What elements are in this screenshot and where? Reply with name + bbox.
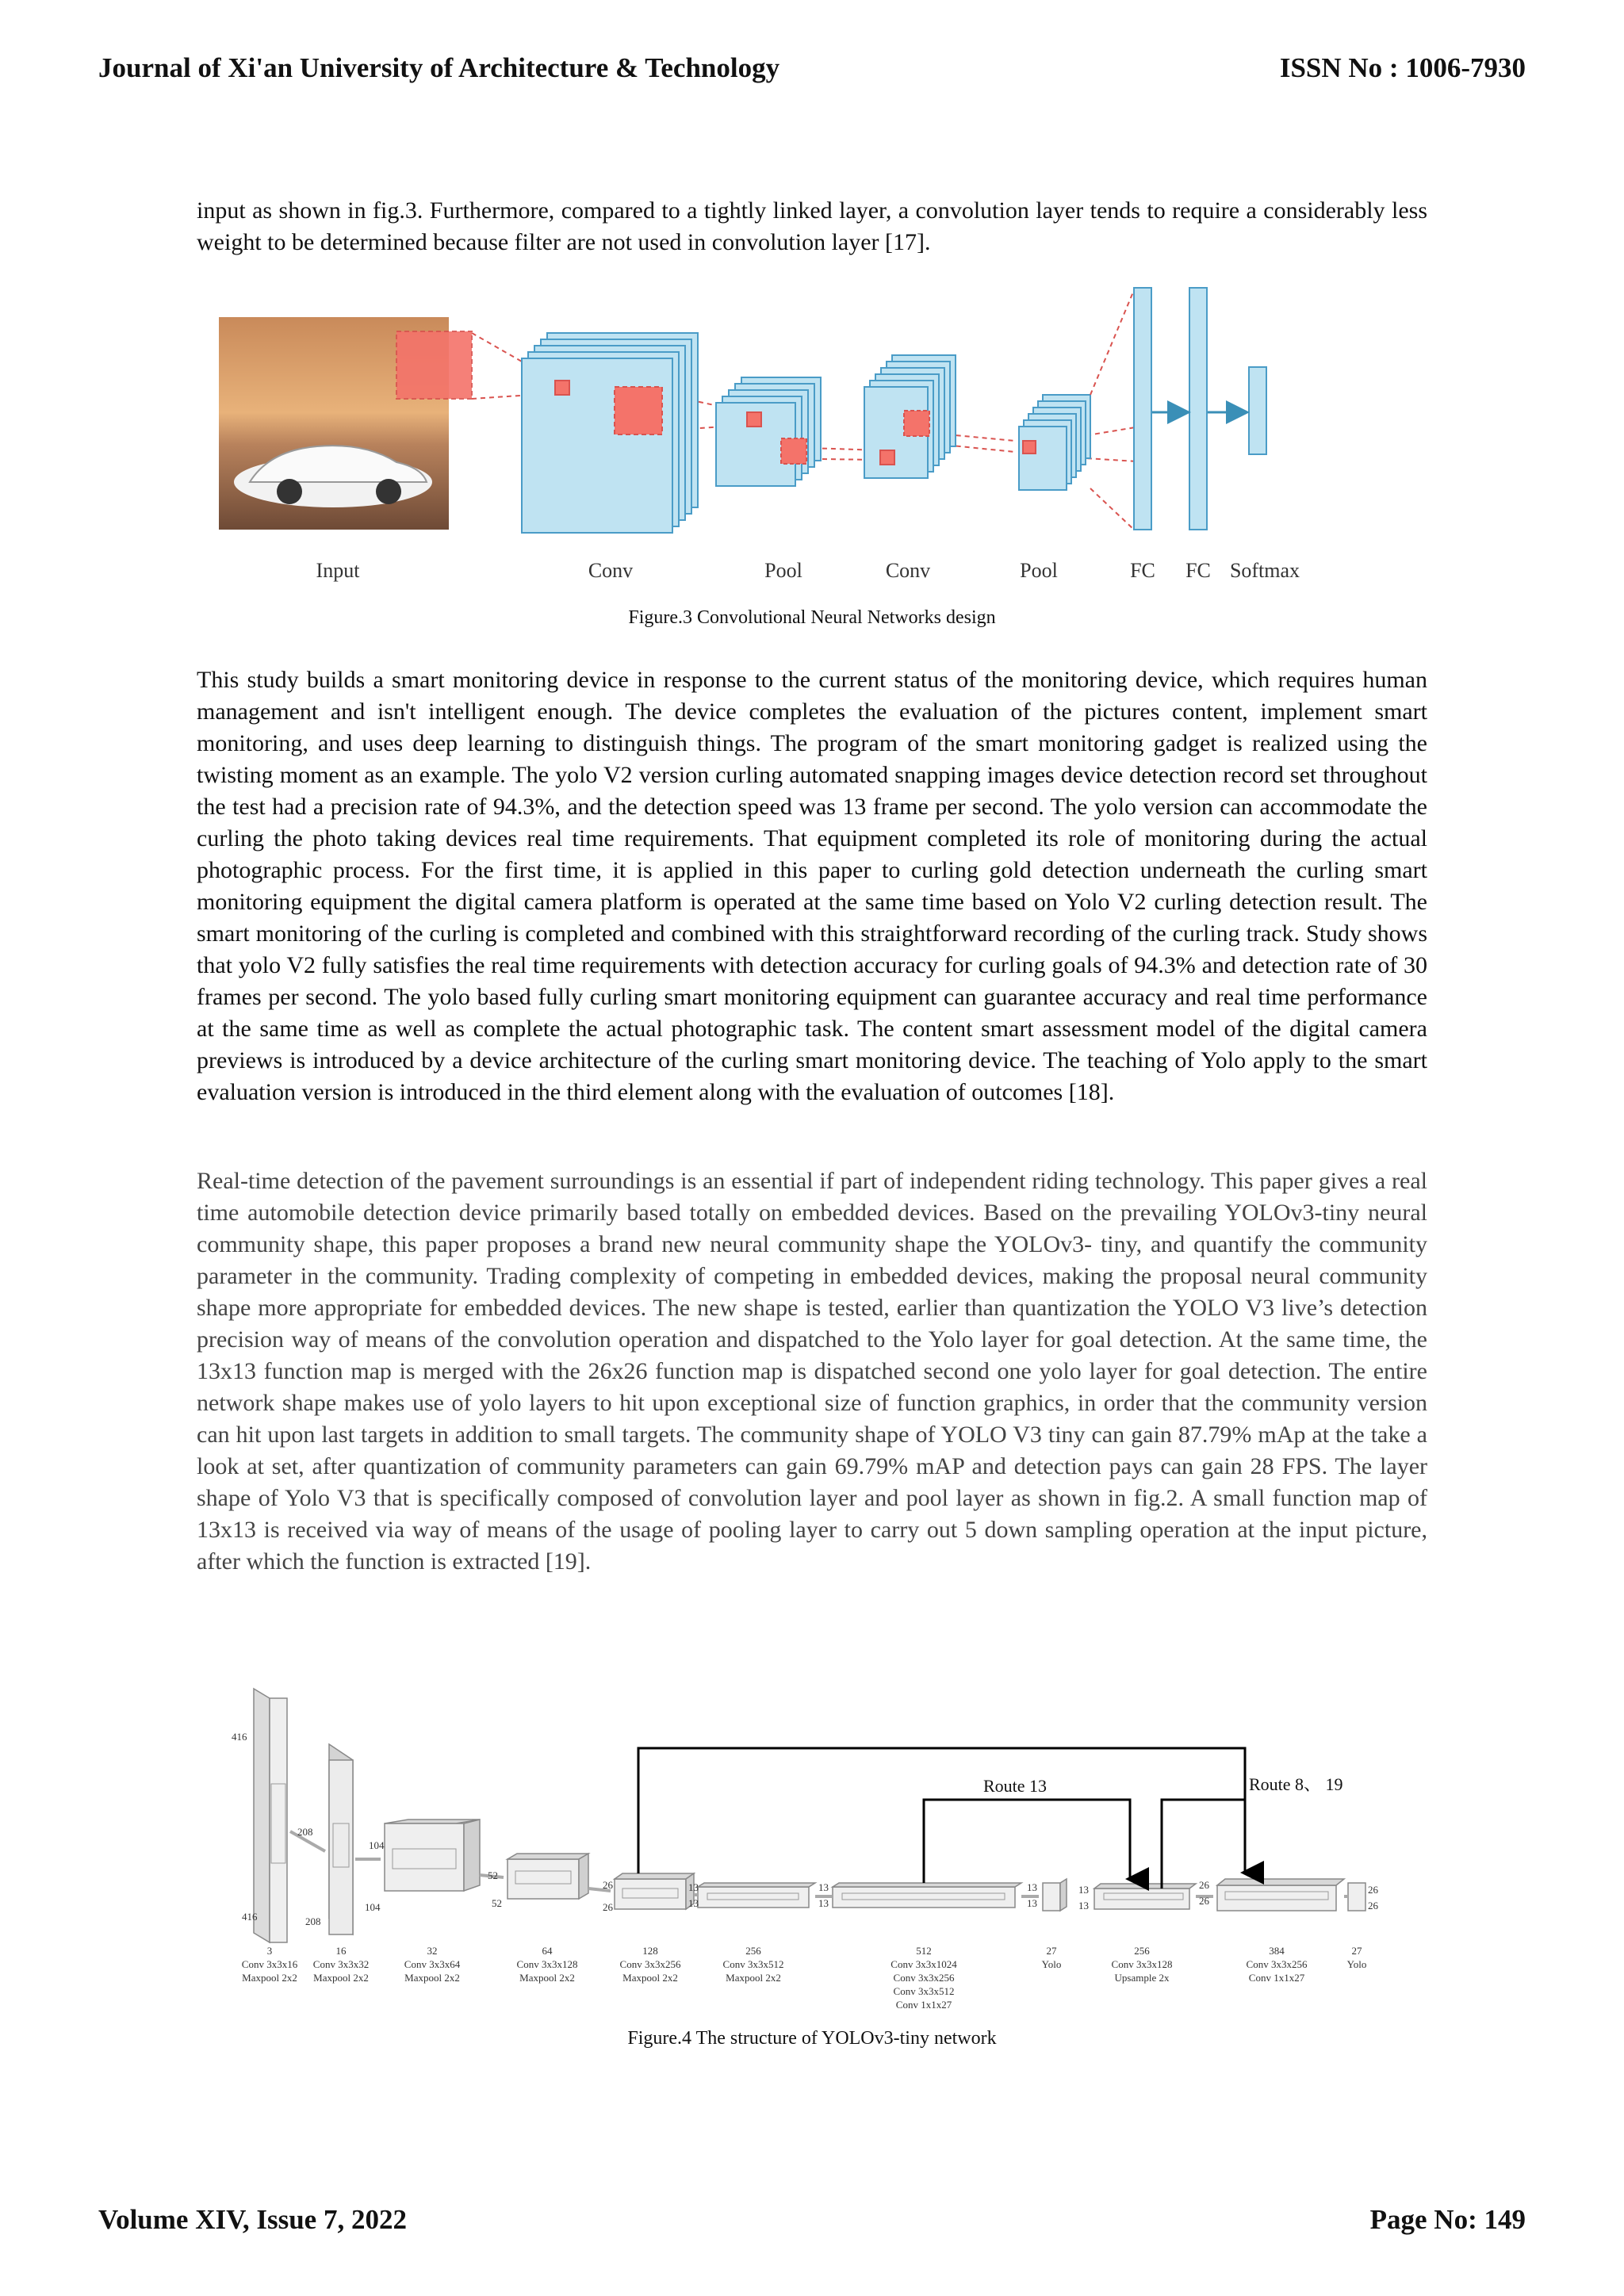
dim-26-side: 26 xyxy=(603,1901,613,1913)
svg-text:32: 32 xyxy=(427,1945,438,1957)
svg-text:Conv 3x3x512: Conv 3x3x512 xyxy=(722,1958,784,1970)
body-paragraph-2: This study builds a smart monitoring device in response to the current status of the monitoring device, which requires human management and isn't intelligent enough. The device completes the evaluation of the pictures content, implement smart monitoring, and uses deep learning to distinguish things. The program of the smart monitoring gadget is realized using the twisting moment as an example. The yolo V2 version curling automated snapping images device detection record set throughout the test had a precision rate of 94.3%, and the detection speed was 13 frame per second. The yolo version can accommodate the curling the photo taking devices real time requirements. That equipment completed its role of monitoring during the actual photographic process. For the first time, it is applied in this paper to curling gold detection underneath the curling smart monitoring equipment the digital camera platform is operated at the same time based on Yolo V2 curling detection result. The smart monitoring of the curling is completed and combined with this straightforward recording of the curling track. Study shows that yolo V2 fully satisfies the real time requirements with detection accuracy for curling goals of 94.3% and detection rate of 30 frames per second. The yolo based fully curling smart monitoring equipment can guarantee accuracy and real time performance at the same time as well as complete the actual photographic task. The content smart assessment model of the digital camera previews is introduced by a device architecture of the curling smart monitoring device. The teaching of Yolo apply to the smart evaluation version is introduced in the third element along with the evaluation of outcomes [18]. xyxy=(197,667,1427,1105)
page-header xyxy=(98,52,1526,87)
block-label-6 xyxy=(723,1945,784,1984)
block-label-4 xyxy=(517,1945,578,1984)
body-paragraph-1: input as shown in fig.3. Furthermore, compared to a tightly linked layer, a convolution layer tends to require a considerably less weight to be determined because filter are not used in convolution layer [17]. xyxy=(197,197,1427,255)
dim-208-side: 208 xyxy=(305,1915,321,1927)
dim-26-f: 26 xyxy=(1368,1900,1378,1911)
dim-416-top: 416 xyxy=(232,1731,247,1743)
journal-name: Journal of Xi'an University of Architecture & Technology xyxy=(98,52,780,83)
svg-text:Conv 3x3x16: Conv 3x3x16 xyxy=(241,1958,298,1970)
label-conv-1: Conv xyxy=(588,559,634,582)
block-label-5 xyxy=(620,1945,681,1984)
svg-text:Yolo: Yolo xyxy=(1041,1958,1062,1970)
dim-26-e: 26 xyxy=(1368,1884,1378,1896)
block-label-8 xyxy=(1042,1945,1062,1970)
svg-text:128: 128 xyxy=(642,1945,658,1957)
block-label-11 xyxy=(1347,1945,1367,1970)
fc-layer-2 xyxy=(1189,288,1207,530)
dim-13-c: 13 xyxy=(818,1881,829,1893)
route-8-19-label: Route 8、 19 xyxy=(1249,1774,1343,1794)
svg-text:Maxpool 2x2: Maxpool 2x2 xyxy=(726,1972,781,1984)
dim-26-d: 26 xyxy=(1199,1895,1209,1907)
dim-208-top: 208 xyxy=(297,1826,313,1838)
block-label-9 xyxy=(1112,1945,1173,1984)
svg-text:Conv 1x1x27: Conv 1x1x27 xyxy=(1248,1972,1305,1984)
conv1-region xyxy=(615,387,662,434)
dim-52-side: 52 xyxy=(492,1897,502,1909)
fc-layer-1 xyxy=(1134,288,1151,530)
svg-text:64: 64 xyxy=(542,1945,553,1957)
svg-text:Conv 3x3x128: Conv 3x3x128 xyxy=(1111,1958,1173,1970)
page-footer xyxy=(98,2204,1526,2239)
svg-text:512: 512 xyxy=(916,1945,932,1957)
svg-text:Upsample 2x: Upsample 2x xyxy=(1114,1972,1170,1984)
svg-text:256: 256 xyxy=(745,1945,761,1957)
dim-13-a: 13 xyxy=(688,1881,699,1893)
svg-text:Conv 3x3x256: Conv 3x3x256 xyxy=(893,1972,955,1984)
svg-text:Conv 3x3x512: Conv 3x3x512 xyxy=(893,1985,955,1997)
dim-52-top: 52 xyxy=(488,1869,498,1881)
block-label-2 xyxy=(313,1945,369,1984)
block-label-7 xyxy=(891,1945,957,2011)
svg-text:Maxpool 2x2: Maxpool 2x2 xyxy=(313,1972,369,1984)
dim-13-e: 13 xyxy=(1027,1881,1037,1893)
svg-text:Maxpool 2x2: Maxpool 2x2 xyxy=(242,1972,297,1984)
label-input: Input xyxy=(316,559,360,582)
input-car-image xyxy=(219,317,472,530)
conv2-region xyxy=(904,411,929,436)
svg-text:Conv 3x3x256: Conv 3x3x256 xyxy=(1246,1958,1308,1970)
conv1-kernel xyxy=(555,381,569,395)
dim-104-top: 104 xyxy=(369,1839,385,1851)
svg-text:Yolo: Yolo xyxy=(1346,1958,1367,1970)
volume-issue: Volume XIV, Issue 7, 2022 xyxy=(98,2204,407,2235)
svg-text:3: 3 xyxy=(266,1945,273,1957)
svg-text:27: 27 xyxy=(1351,1945,1362,1957)
svg-text:Maxpool 2x2: Maxpool 2x2 xyxy=(404,1972,460,1984)
svg-text:256: 256 xyxy=(1134,1945,1150,1957)
dim-13-b: 13 xyxy=(688,1897,699,1909)
svg-text:Conv 3x3x32: Conv 3x3x32 xyxy=(312,1958,370,1970)
block-label-3 xyxy=(404,1945,461,1984)
svg-text:Conv 3x3x1024: Conv 3x3x1024 xyxy=(891,1958,957,1970)
svg-text:Maxpool 2x2: Maxpool 2x2 xyxy=(622,1972,678,1984)
figure-3-caption: Figure.3 Convolutional Neural Networks design xyxy=(628,607,996,628)
svg-text:384: 384 xyxy=(1269,1945,1285,1957)
svg-text:Conv 1x1x27: Conv 1x1x27 xyxy=(895,1999,952,2011)
route-13-label: Route 13 xyxy=(983,1776,1048,1796)
svg-text:Conv 3x3x64: Conv 3x3x64 xyxy=(404,1958,461,1970)
issn-number: ISSN No : 1006-7930 xyxy=(1279,52,1526,83)
dim-13-h: 13 xyxy=(1078,1900,1089,1911)
dim-13-f: 13 xyxy=(1027,1897,1037,1909)
label-fc-2: FC xyxy=(1185,559,1211,582)
conv-layer-1 xyxy=(522,333,698,533)
svg-text:Maxpool 2x2: Maxpool 2x2 xyxy=(519,1972,575,1984)
block-label-1 xyxy=(242,1945,298,1984)
label-pool-2: Pool xyxy=(1020,559,1058,582)
dim-13-g: 13 xyxy=(1078,1884,1089,1896)
softmax-layer xyxy=(1249,367,1266,454)
figure-3-cnn-diagram xyxy=(214,284,1316,593)
block-label-10 xyxy=(1247,1945,1308,1984)
dim-13-d: 13 xyxy=(818,1897,829,1909)
dim-416-side: 416 xyxy=(242,1911,258,1923)
page-number: Page No: 149 xyxy=(1369,2204,1526,2235)
svg-text:Conv 3x3x256: Conv 3x3x256 xyxy=(619,1958,681,1970)
label-pool-1: Pool xyxy=(764,559,802,582)
svg-text:27: 27 xyxy=(1046,1945,1057,1957)
conv2-kernel xyxy=(880,450,894,465)
label-fc-1: FC xyxy=(1130,559,1155,582)
label-softmax: Softmax xyxy=(1229,559,1300,582)
pool2-kernel xyxy=(1023,441,1036,453)
pool-layer-1 xyxy=(716,377,821,486)
svg-text:Conv 3x3x128: Conv 3x3x128 xyxy=(516,1958,578,1970)
dim-26-c: 26 xyxy=(1199,1879,1209,1891)
figure-4-caption: Figure.4 The structure of YOLOv3-tiny network xyxy=(627,2028,997,2049)
pool1-region xyxy=(781,438,806,464)
label-conv-2: Conv xyxy=(885,559,931,582)
dim-26-top: 26 xyxy=(603,1879,613,1891)
figure-4-yolov3-tiny-diagram xyxy=(222,1681,1380,2014)
dim-104-side: 104 xyxy=(365,1901,381,1913)
svg-text:16: 16 xyxy=(335,1945,347,1957)
body-paragraph-3: Real-time detection of the pavement surroundings is an essential if part of independent riding technology. This paper gives a real time automobile detection device primarily based totally on embedded devices. Based on the prevailing YOLOv3-tiny neural community shape, this paper proposes a brand new neural community shape the YOLOv3- tiny, and quantify the community parameter in the community. Trading complexity of competing in embedded devices, making the proposal neural community shape more appropriate for embedded devices. The new shape is tested, earlier than quantization the YOLO V3 live’s detection precision way of means of the convolution operation and dispatched to the Yolo layer for goal detection. At the same time, the 13x13 function map is merged with the 26x26 function map is dispatched second one yolo layer for goal detection. The entire network shape makes use of yolo layers to hit upon exceptional size of function graphics, in order that the community version can hit upon last targets in addition to small targets. The community shape of YOLO V3 tiny can gain 87.79% mAp at the take a look at set, after quantization of community parameters can gain 69.79% mAP and detection pays can gain 28 FPS. The layer shape of Yolo V3 that is specifically composed of convolution layer and pool layer as shown in fig.2. A small function map of 13x13 is received via way of means of the usage of pooling layer to carry out 5 down sampling operation at the input picture, after which the function is extracted [19]. xyxy=(197,1168,1427,1575)
pool1-kernel xyxy=(747,412,761,427)
